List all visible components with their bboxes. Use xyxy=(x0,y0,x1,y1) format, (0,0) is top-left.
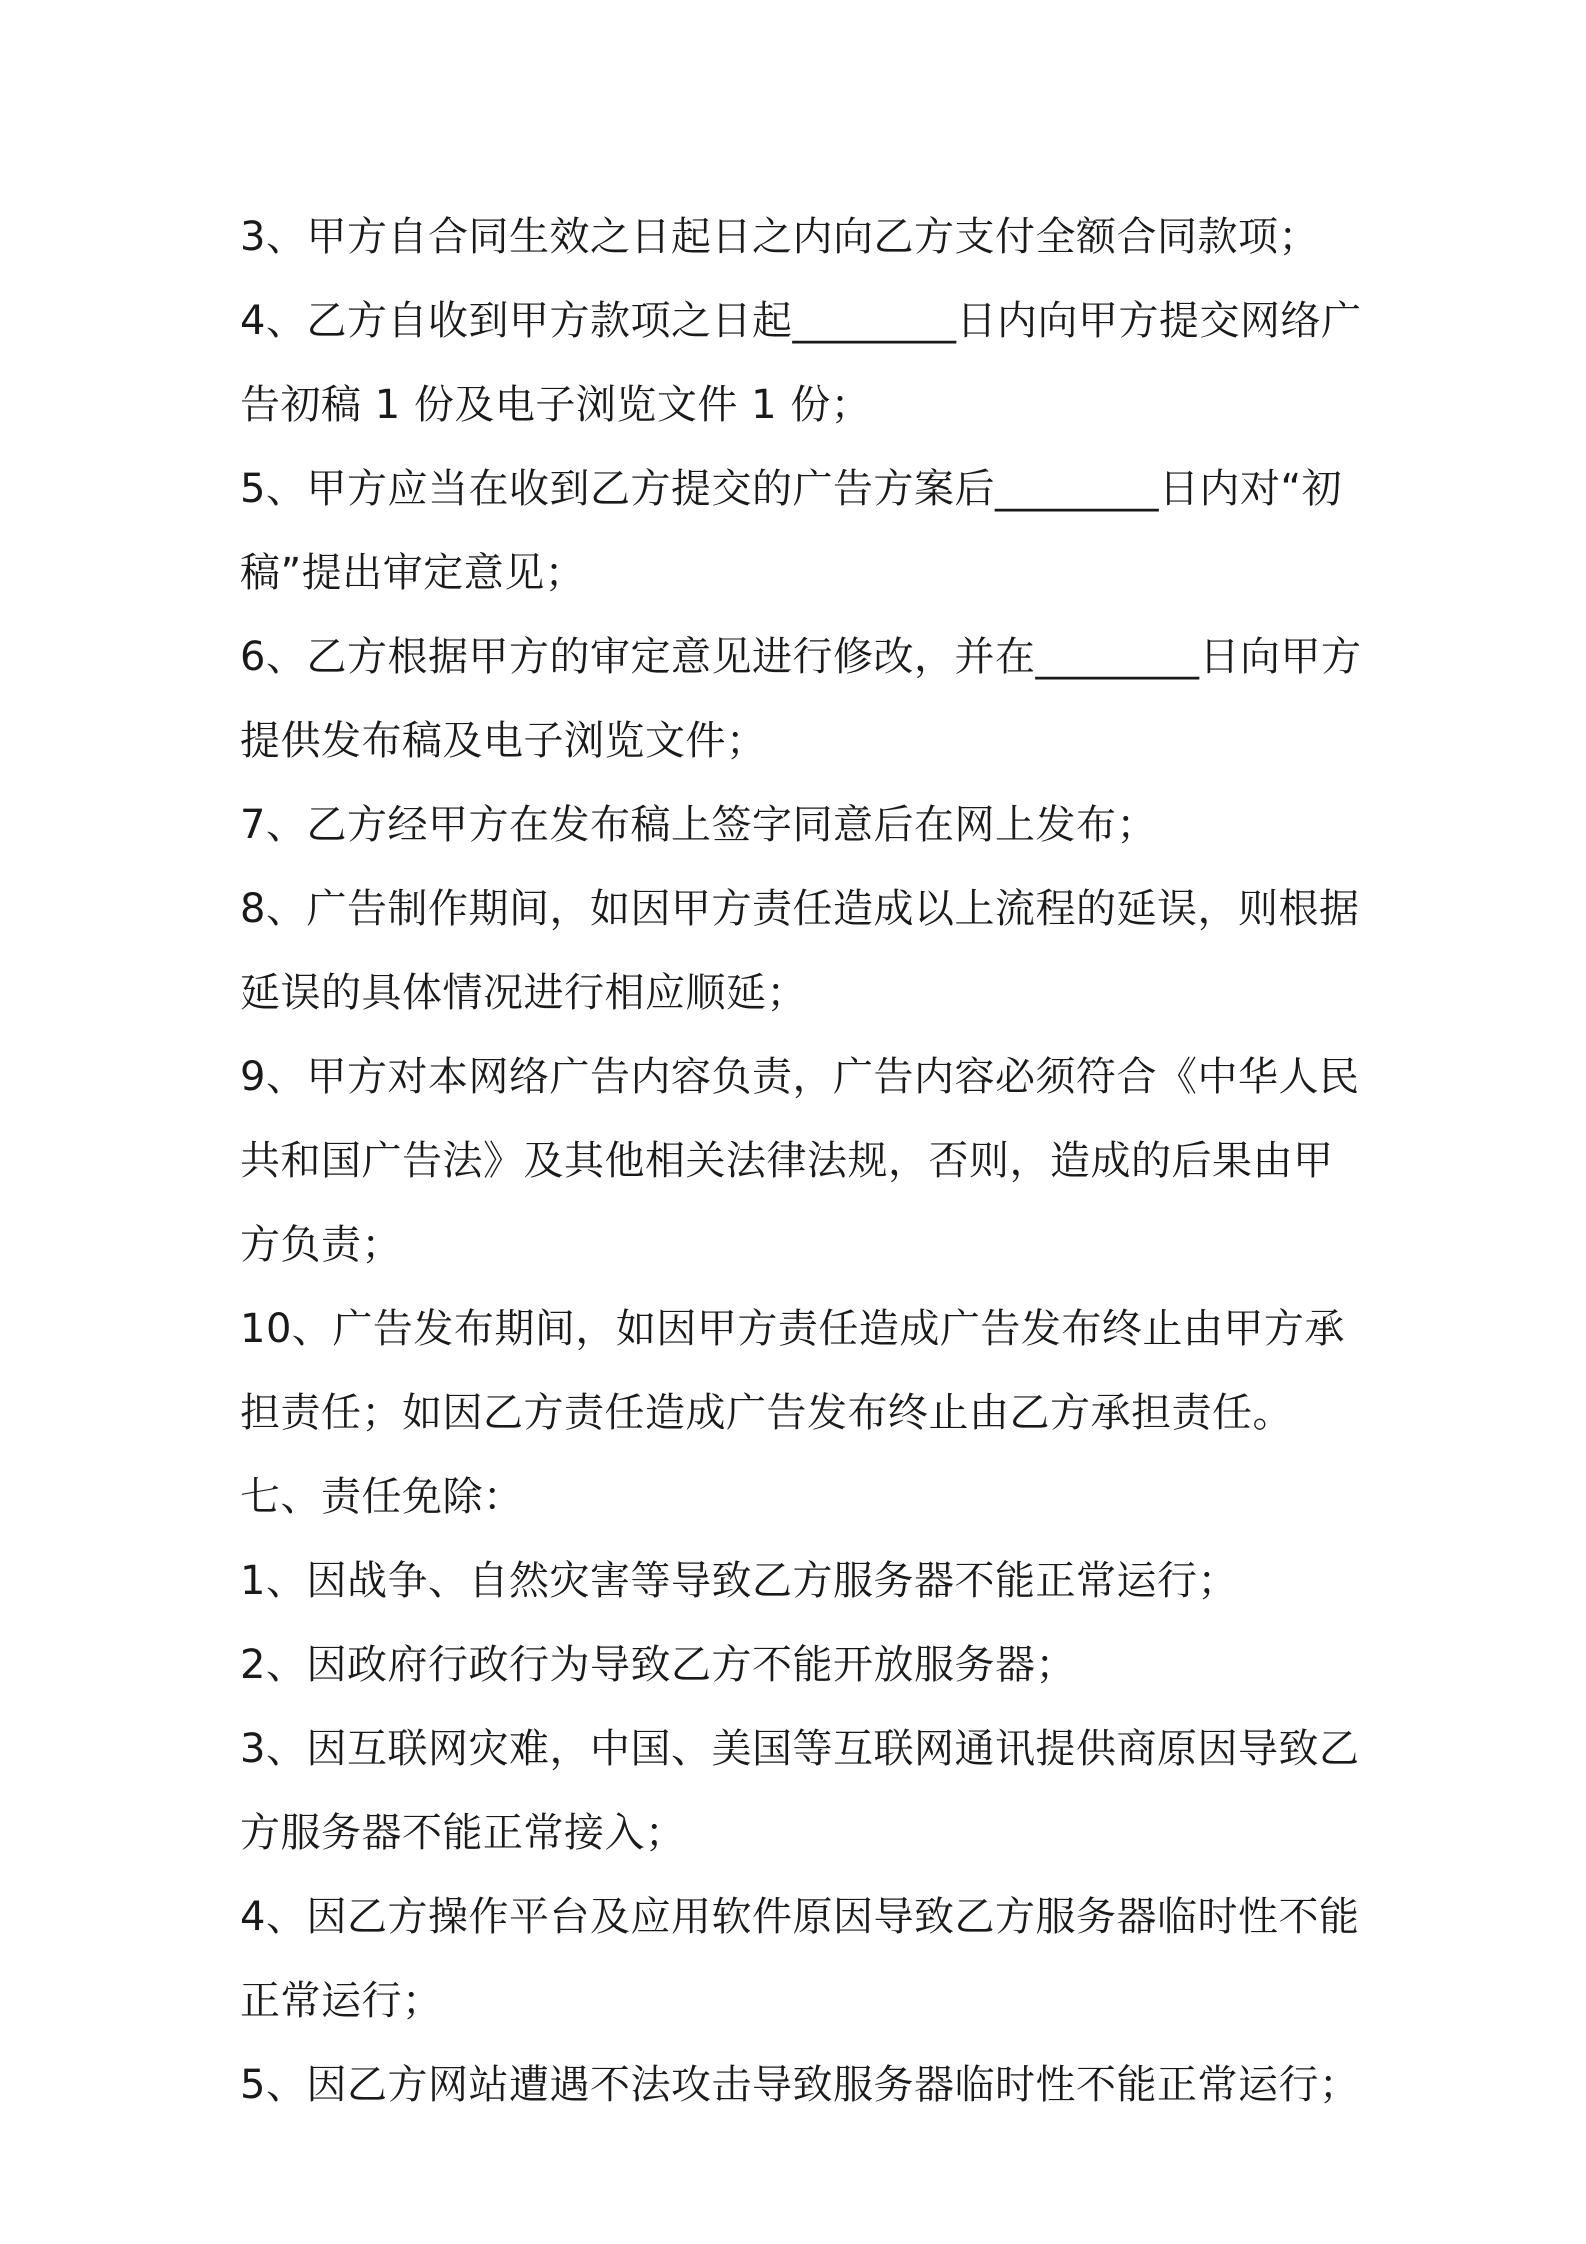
clause-6-revision: 6、乙方根据甲方的审定意见进行修改，并在________日向甲方提供发布稿及电子浏览文件； xyxy=(240,634,1362,764)
clause-5-review: 5、甲方应当在收到乙方提交的广告方案后________日内对“初稿”提出审定意见； xyxy=(240,466,1343,596)
clause-8-delay: 8、广告制作期间，如因甲方责任造成以上流程的延误，则根据延误的具体情况进行相应顺延； xyxy=(240,886,1360,1016)
clause-7-publish: 7、乙方经甲方在发布稿上签字同意后在网上发布； xyxy=(240,802,1157,848)
clause-3-payment: 3、甲方自合同生效之日起日之内向乙方支付全额合同款项； xyxy=(240,214,1319,260)
section-heading-exemption: 七、责任免除： xyxy=(240,1474,524,1520)
exemption-4-platform-software: 4、因乙方操作平台及应用软件原因导致乙方服务器临时性不能正常运行； xyxy=(240,1894,1360,2024)
clause-9-content-responsibility: 9、甲方对本网络广告内容负责，广告内容必须符合《中华人民共和国广告法》及其他相关法律法规，否则，造成的后果由甲方负责； xyxy=(240,1054,1360,1268)
clause-10-termination: 10、广告发布期间，如因甲方责任造成广告发布终止由甲方承担责任；如因乙方责任造成广告发布终止由乙方承担责任。 xyxy=(240,1306,1345,1436)
exemption-2-government: 2、因政府行政行为导致乙方不能开放服务器； xyxy=(240,1642,1076,1688)
exemption-1-war-disaster: 1、因战争、自然灾害等导致乙方服务器不能正常运行； xyxy=(240,1558,1238,1604)
clause-4-draft-submission: 4、乙方自收到甲方款项之日起________日内向甲方提交网络广告初稿 1 份及电子浏览文件 1 份； xyxy=(240,298,1362,428)
exemption-5-attack: 5、因乙方网站遭遇不法攻击导致服务器临时性不能正常运行； xyxy=(240,2062,1360,2108)
exemption-3-internet-disaster: 3、因互联网灾难，中国、美国等互联网通讯提供商原因导致乙方服务器不能正常接入； xyxy=(240,1726,1360,1856)
document-body xyxy=(240,195,1370,2127)
